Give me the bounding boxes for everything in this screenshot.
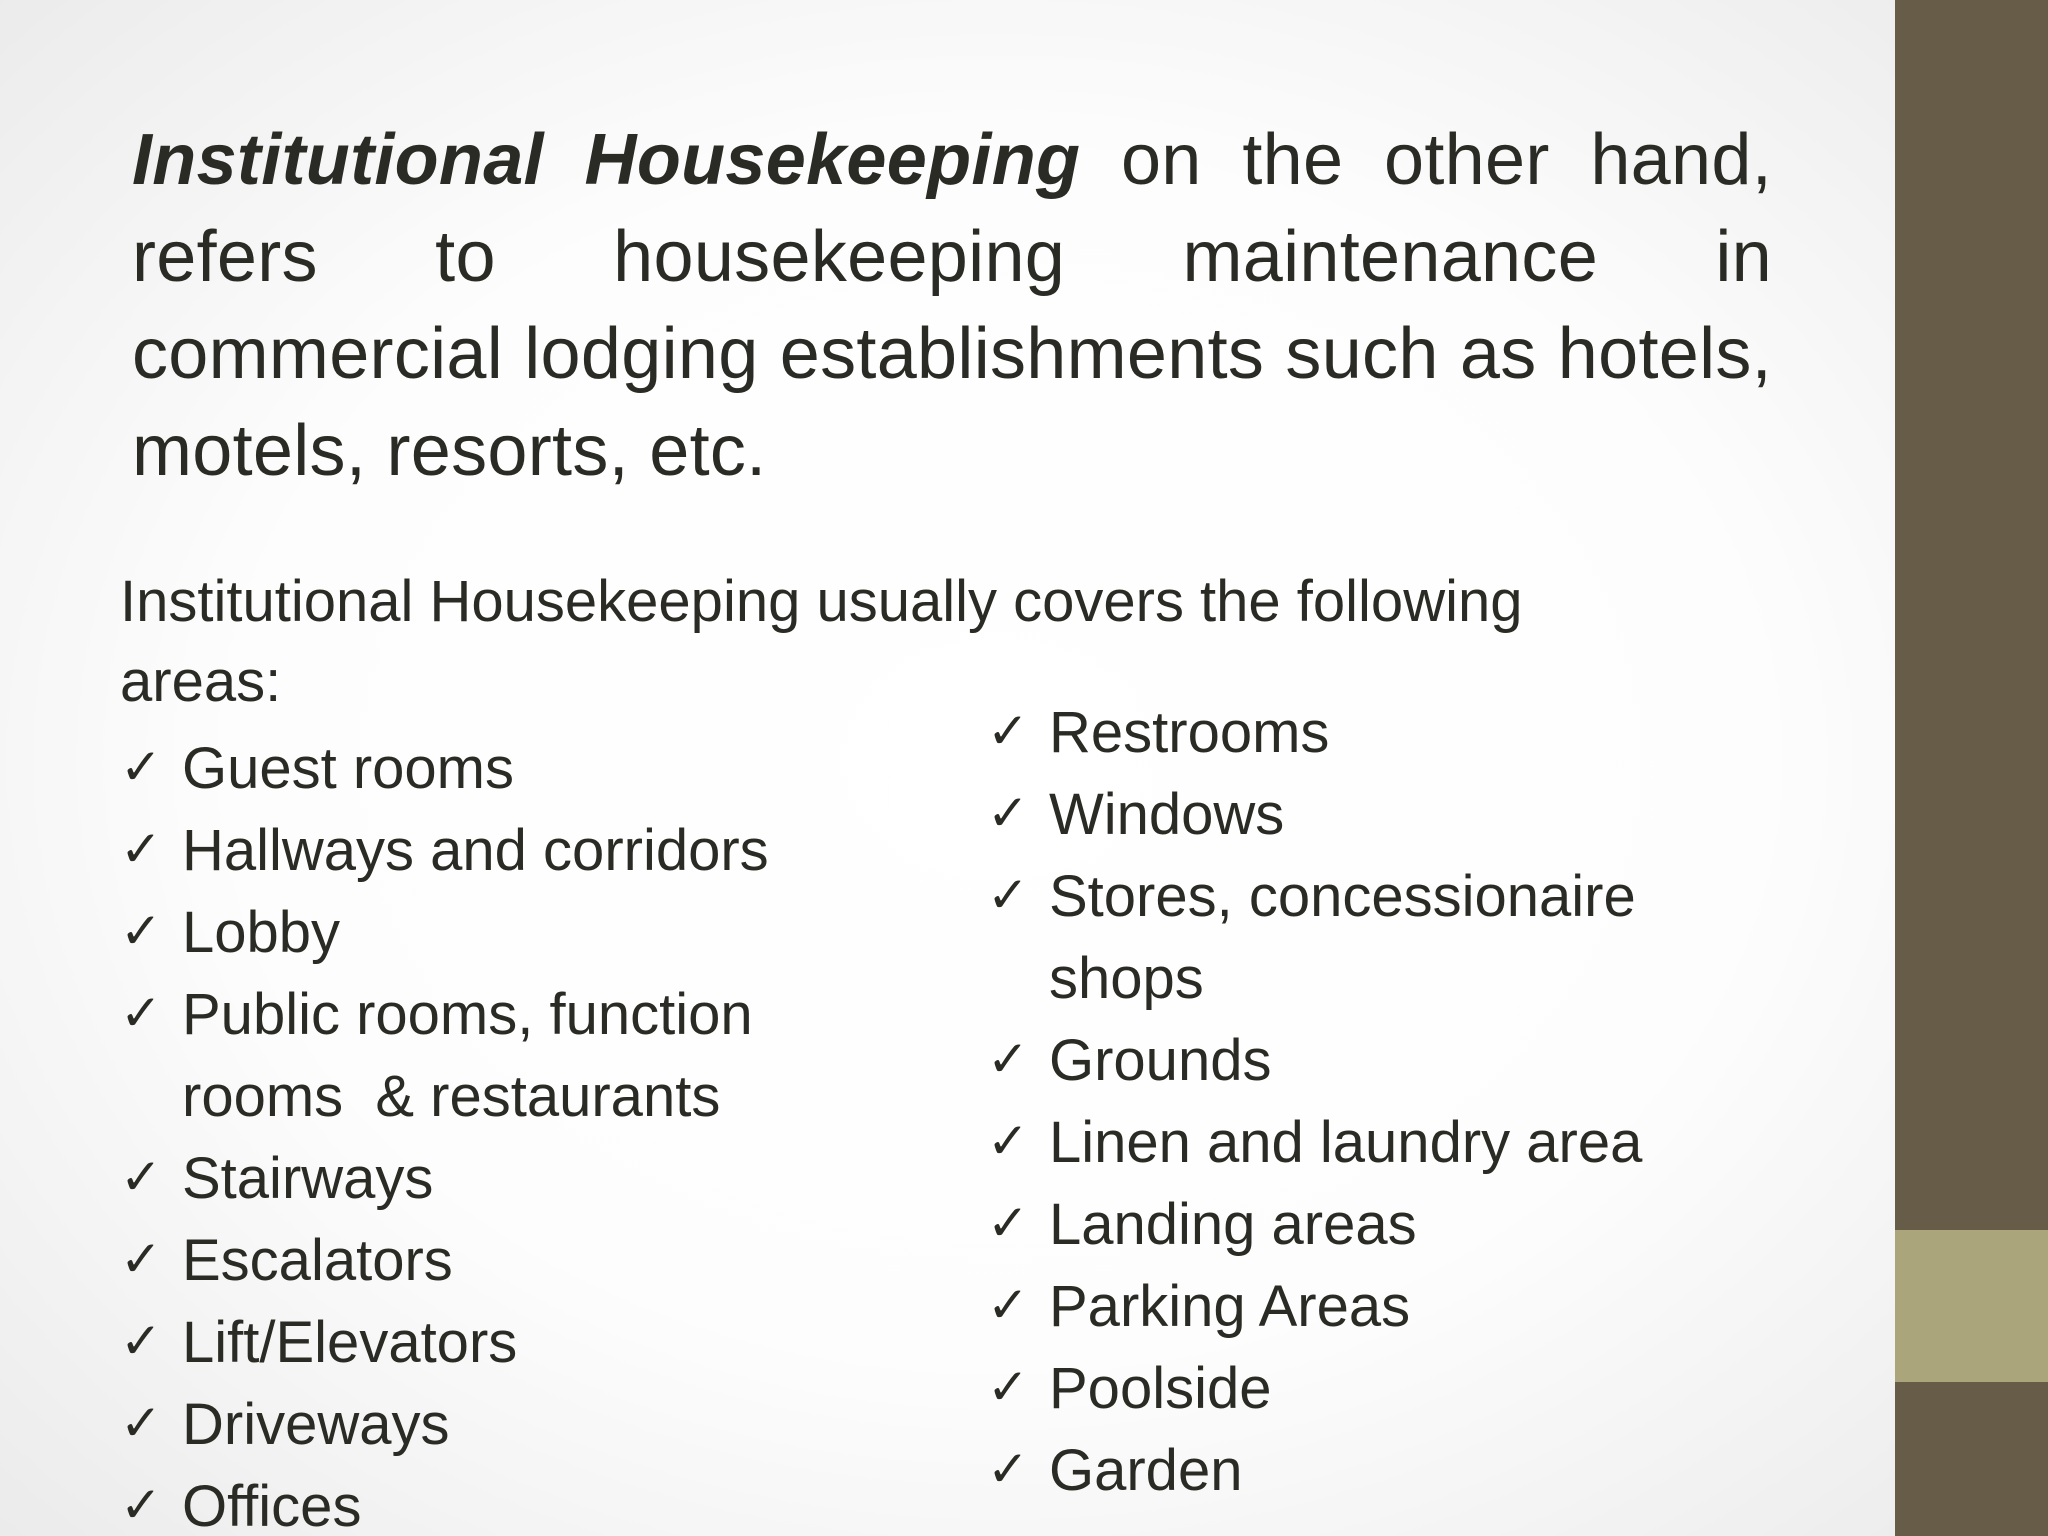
list-item-label: Lobby (182, 900, 341, 965)
intro-text: on the other hand, refers to housekeeping maintenance in commercial lodging establishments such as hotels, motels, resorts, etc. (132, 120, 1772, 491)
list-item-label: Windows (1049, 782, 1285, 847)
list-item-label: Restrooms (1049, 700, 1330, 765)
check-icon: ✓ (987, 1440, 1029, 1498)
list-item (987, 856, 1709, 1020)
list-item (120, 728, 880, 810)
list-item (120, 1138, 880, 1220)
check-icon: ✓ (987, 1112, 1029, 1170)
list-item-label: Parking Areas (1049, 1274, 1411, 1339)
check-icon: ✓ (120, 738, 162, 796)
intro-term: Institutional Housekeeping (132, 120, 1081, 200)
list-item (987, 1184, 1807, 1266)
list-item-label: Guest rooms (182, 736, 514, 801)
check-icon: ✓ (987, 702, 1029, 760)
list-item (120, 892, 880, 974)
check-icon: ✓ (120, 902, 162, 960)
list-item (987, 1020, 1807, 1102)
list-item-label: Lift/Elevators (182, 1310, 518, 1375)
list-item (987, 1348, 1807, 1430)
list-item-label: Stairways (182, 1146, 434, 1211)
list-item (987, 692, 1807, 774)
list-item-label: Hallways and corridors (182, 818, 769, 883)
left-area-list (120, 728, 880, 1536)
list-item (987, 1102, 1807, 1184)
list-item-label: Landing areas (1049, 1192, 1417, 1257)
list-item (987, 1430, 1807, 1512)
check-icon: ✓ (120, 1312, 162, 1370)
check-icon: ✓ (120, 984, 162, 1042)
right-area-list (987, 692, 1807, 1512)
list-item-label: Poolside (1049, 1356, 1272, 1421)
list-item (120, 810, 880, 892)
list-item (987, 774, 1807, 856)
list-item-label: Driveways (182, 1392, 450, 1457)
lead-text: Institutional Housekeeping usually covers the following areas: (120, 569, 1523, 714)
check-icon: ✓ (120, 1230, 162, 1288)
list-item (120, 1302, 880, 1384)
list-item-label: Linen and laundry area (1049, 1110, 1643, 1175)
check-icon: ✓ (120, 820, 162, 878)
list-item-label: Garden (1049, 1438, 1243, 1503)
check-icon: ✓ (987, 1194, 1029, 1252)
check-icon: ✓ (987, 1358, 1029, 1416)
intro-paragraph (132, 112, 1772, 500)
check-icon: ✓ (987, 1030, 1029, 1088)
check-icon: ✓ (120, 1148, 162, 1206)
list-item-label: Offices (182, 1474, 362, 1536)
list-item (120, 1220, 880, 1302)
side-accent-block (1895, 1230, 2048, 1382)
list-item (120, 974, 872, 1138)
list-item (987, 1266, 1807, 1348)
check-icon: ✓ (987, 1276, 1029, 1334)
check-icon: ✓ (987, 866, 1029, 924)
list-item (120, 1466, 880, 1536)
check-icon: ✓ (987, 784, 1029, 842)
list-item-label: Public rooms, function rooms & restaurants (182, 982, 769, 1129)
list-item-label: Grounds (1049, 1028, 1272, 1093)
list-item (120, 1384, 880, 1466)
check-icon: ✓ (120, 1394, 162, 1452)
list-item-label: Escalators (182, 1228, 453, 1293)
check-icon: ✓ (120, 1476, 162, 1534)
list-item-label: Stores, concessionaire shops (1049, 864, 1636, 1011)
